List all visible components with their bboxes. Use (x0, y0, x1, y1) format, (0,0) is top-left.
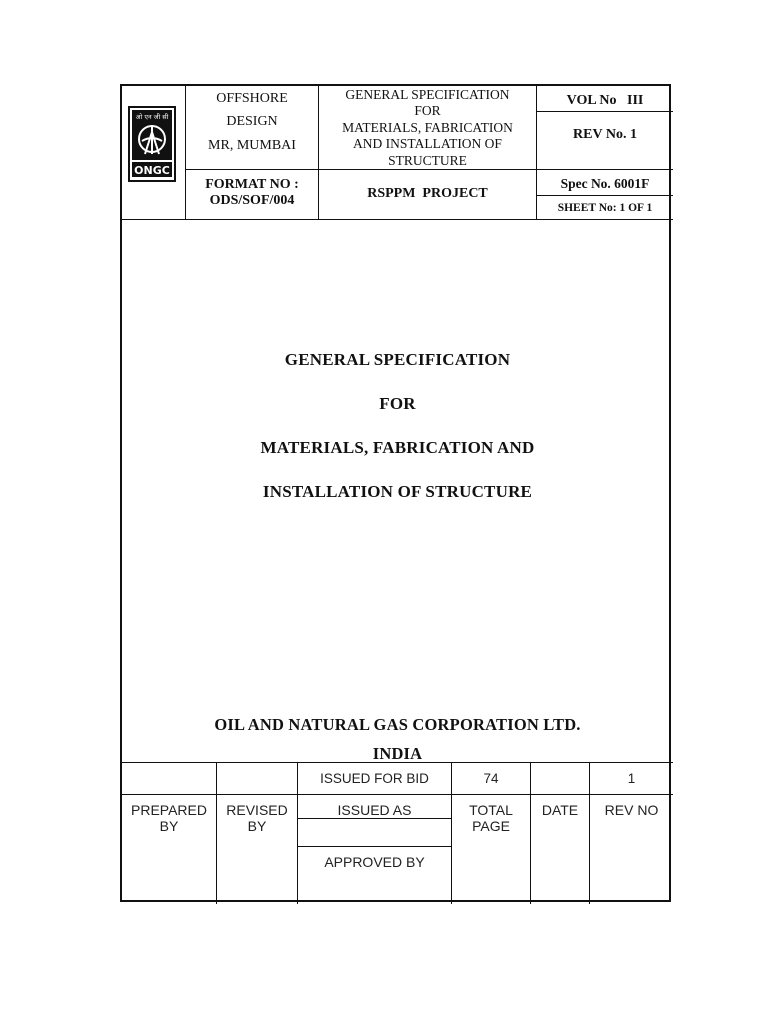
spec-title-line: AND INSTALLATION OF (353, 136, 502, 151)
footer-issued-rule (297, 818, 452, 819)
spec-title-line: FOR (414, 103, 441, 118)
format-no-value: ODS/SOF/004 (209, 193, 295, 208)
rev-no-value: 1 (627, 771, 636, 786)
format-no-label: FORMAT NO : (205, 177, 299, 192)
header-spec-rule (536, 195, 673, 196)
footer-row-rule (122, 794, 673, 795)
sheet-no: SHEET No: 1 OF 1 (557, 202, 653, 214)
document-title-line: FOR (379, 394, 416, 413)
document-title-line: MATERIALS, FABRICATION AND (260, 438, 535, 457)
document-sheet (120, 84, 671, 902)
issued-for-value: ISSUED FOR BID (320, 771, 429, 786)
document-title-line: GENERAL SPECIFICATION (284, 350, 511, 369)
approved-by-label: APPROVED BY (324, 854, 425, 870)
company-country: INDIA (372, 744, 423, 763)
spec-title-line: GENERAL SPECIFICATION (345, 87, 510, 102)
document-title-line: INSTALLATION OF STRUCTURE (262, 482, 533, 501)
ongc-logo (128, 106, 176, 182)
org-line: DESIGN (226, 114, 278, 129)
prepared-by-label: BY (159, 818, 179, 834)
org-line: OFFSHORE (216, 91, 288, 106)
issued-as-label: ISSUED AS (337, 802, 412, 818)
svg-text:ONGC: ONGC (134, 164, 170, 177)
company-name: OIL AND NATURAL GAS CORPORATION LTD. (214, 715, 581, 734)
revised-by-label: BY (247, 818, 267, 834)
svg-text:ओ एन जी सी: ओ एन जी सी (135, 113, 169, 121)
rev-no-label: REV NO (604, 802, 659, 818)
total-pages-value: 74 (483, 771, 499, 786)
footer-divider (530, 762, 531, 904)
spec-title-line: STRUCTURE (388, 153, 467, 168)
total-page-label: TOTAL (469, 802, 513, 818)
spec-no: Spec No. 6001F (560, 176, 650, 191)
spec-title-line: MATERIALS, FABRICATION (342, 120, 513, 135)
header-vol-rule (536, 111, 673, 112)
footer-approved-rule (297, 846, 452, 847)
footer-top-rule (122, 762, 673, 763)
project-name: RSPPM PROJECT (367, 186, 488, 201)
total-page-label: PAGE (472, 818, 510, 834)
revised-by-label: REVISED (226, 802, 288, 818)
rev-no: REV No. 1 (573, 127, 637, 142)
prepared-by-label: PREPARED (131, 802, 207, 818)
vol-no: VOL No III (566, 93, 644, 108)
header-bottom-rule (122, 219, 673, 220)
org-line: MR, MUMBAI (208, 138, 296, 153)
ongc-emblem-icon (128, 106, 176, 182)
date-label: DATE (541, 802, 579, 818)
